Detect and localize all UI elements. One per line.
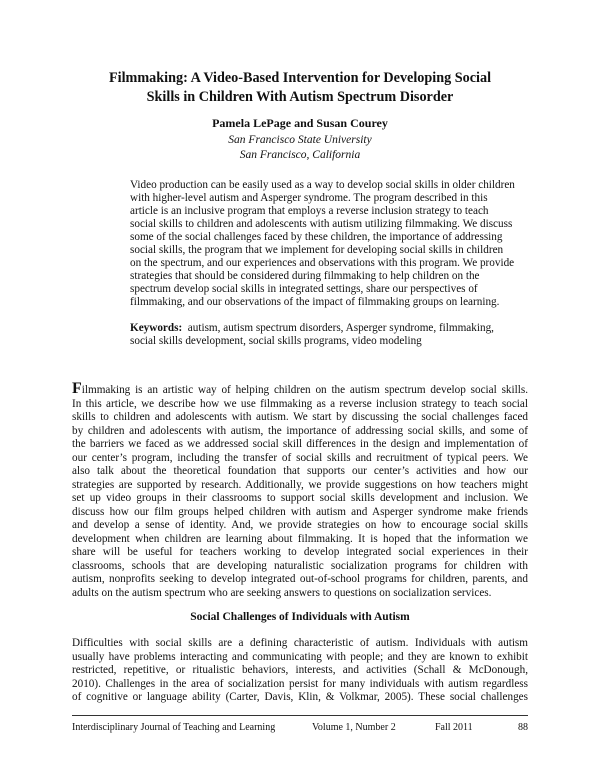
section-line: restricted, repetitive, or ritualistic behaviors, interests, and activities (Schall & McDonough, xyxy=(72,664,528,676)
abstract-line: on the spectrum, and our experiences and observations with this program. We provide xyxy=(130,257,515,269)
abstract-line: social skills to children and adolescents with autism utilizing filmmaking. We discuss xyxy=(130,218,513,230)
authors: Pamela LePage and Susan Courey xyxy=(212,116,388,130)
section-line: usually have problems interacting and communicating with people; and they are known to exhibit xyxy=(72,650,528,663)
abstract xyxy=(130,179,515,309)
abstract-line: filmmaking, and our observations of the impact of filmmaking groups on learning. xyxy=(130,296,500,308)
keywords xyxy=(130,322,494,348)
keywords-line-2: social skills development, social skills programs, video modeling xyxy=(130,334,422,347)
article-title xyxy=(0,69,600,107)
abstract-line: article is an inclusive program that employs a reverse inclusion strategy to teach xyxy=(130,205,489,217)
abstract-line: Video production can be easily used as a way to develop social skills in older children xyxy=(130,179,515,191)
intro-line: discuss how our film groups helped children with autism and Asperger syndrome make friends xyxy=(72,505,528,518)
footer-page-number: 88 xyxy=(518,722,528,733)
abstract-line: social skills, the program that we implement for developing social skills in children xyxy=(130,244,504,256)
footer-issue-date: Fall 2011 xyxy=(435,722,473,733)
intro-line: share will be useful for teachers working to develop integrated social experiences in their xyxy=(72,546,528,558)
affiliation xyxy=(0,133,600,163)
article-title-line-2: Skills in Children With Autism Spectrum Disorder xyxy=(146,89,454,105)
drop-cap: F xyxy=(72,380,82,397)
keywords-line-1: autism, autism spectrum disorders, Asperger syndrome, filmmaking, xyxy=(187,322,494,334)
intro-line: development when children are learning about filmmaking. It is hoped that the information we xyxy=(72,532,528,545)
intro-first-line: ilmmaking is an artistic way of helping children on the autism spectrum develop social skills. xyxy=(81,384,528,396)
abstract-line: spectrum develop social skills in integrated settings, share our perspectives of xyxy=(130,283,478,295)
section-paragraph xyxy=(72,637,528,705)
abstract-line: some of the social challenges faced by these children, the importance of addressing xyxy=(130,231,503,243)
footer-journal: Interdisciplinary Journal of Teaching and Learning xyxy=(72,722,276,733)
affiliation-university: San Francisco State University xyxy=(228,134,372,146)
intro-line: skills to children and adolescents with autism. We start by discussing the social challenges faced xyxy=(72,411,528,423)
section-line: Difficulties with social skills are a defining characteristic of autism. Individuals with autism xyxy=(72,637,528,649)
intro-line: also talk about the theoretical foundation that supports our center’s activities and how our xyxy=(72,465,528,477)
section-line: 2010). Challenges in the area of socialization persist for many individuals with autism regardless xyxy=(72,677,528,690)
intro-line: the barriers we faced as we addressed social skill differences in the design and implementation of xyxy=(72,438,528,450)
keywords-label: Keywords: xyxy=(130,322,183,334)
intro-line: by children and adolescents with autism, the importance of addressing social skills, and some of xyxy=(72,424,528,437)
section-line: of cognitive or language ability (Carter, Davis, Klin, & Volkmar, 2005). These social challenges xyxy=(72,691,528,703)
intro-line: set up video groups in their classrooms to support social skills development and inclusion. We xyxy=(72,492,528,504)
intro-line: strategies are supported by research. Additionally, we provide suggestions on how teachers might xyxy=(72,478,528,491)
intro-line: adults on the autism spectrum who are seeking answers to questions on socialization services. xyxy=(72,586,492,599)
article-title-line-1: Filmmaking: A Video-Based Intervention for Developing Social xyxy=(108,70,492,86)
intro-line: classrooms, schools that are developing naturalistic socialization programs for children with xyxy=(72,559,528,572)
footer-rule xyxy=(72,715,528,716)
abstract-line: with higher-level autism and Asperger syndrome. The program described in this xyxy=(130,192,488,204)
intro-line: In this article, we describe how we use filmmaking as a reverse inclusion strategy to teach social xyxy=(72,397,528,410)
intro-line: and develop a sense of identity. And, we provide strategies on how to encourage social skills xyxy=(72,519,528,531)
intro-line: autism, nonprofits seeking to develop integrated out-of-school programs for children, parents, and xyxy=(72,573,528,585)
footer-volume: Volume 1, Number 2 xyxy=(312,722,396,733)
section-heading: Social Challenges of Individuals with Autism xyxy=(190,611,410,623)
intro-paragraph xyxy=(72,380,528,600)
intro-line: our center’s program, including the transfer of social skills and recruitment of typical peers. We xyxy=(72,451,528,464)
abstract-line: strategies that should be considered during filmmaking to help children on the xyxy=(130,270,480,282)
affiliation-location: San Francisco, California xyxy=(239,149,361,161)
